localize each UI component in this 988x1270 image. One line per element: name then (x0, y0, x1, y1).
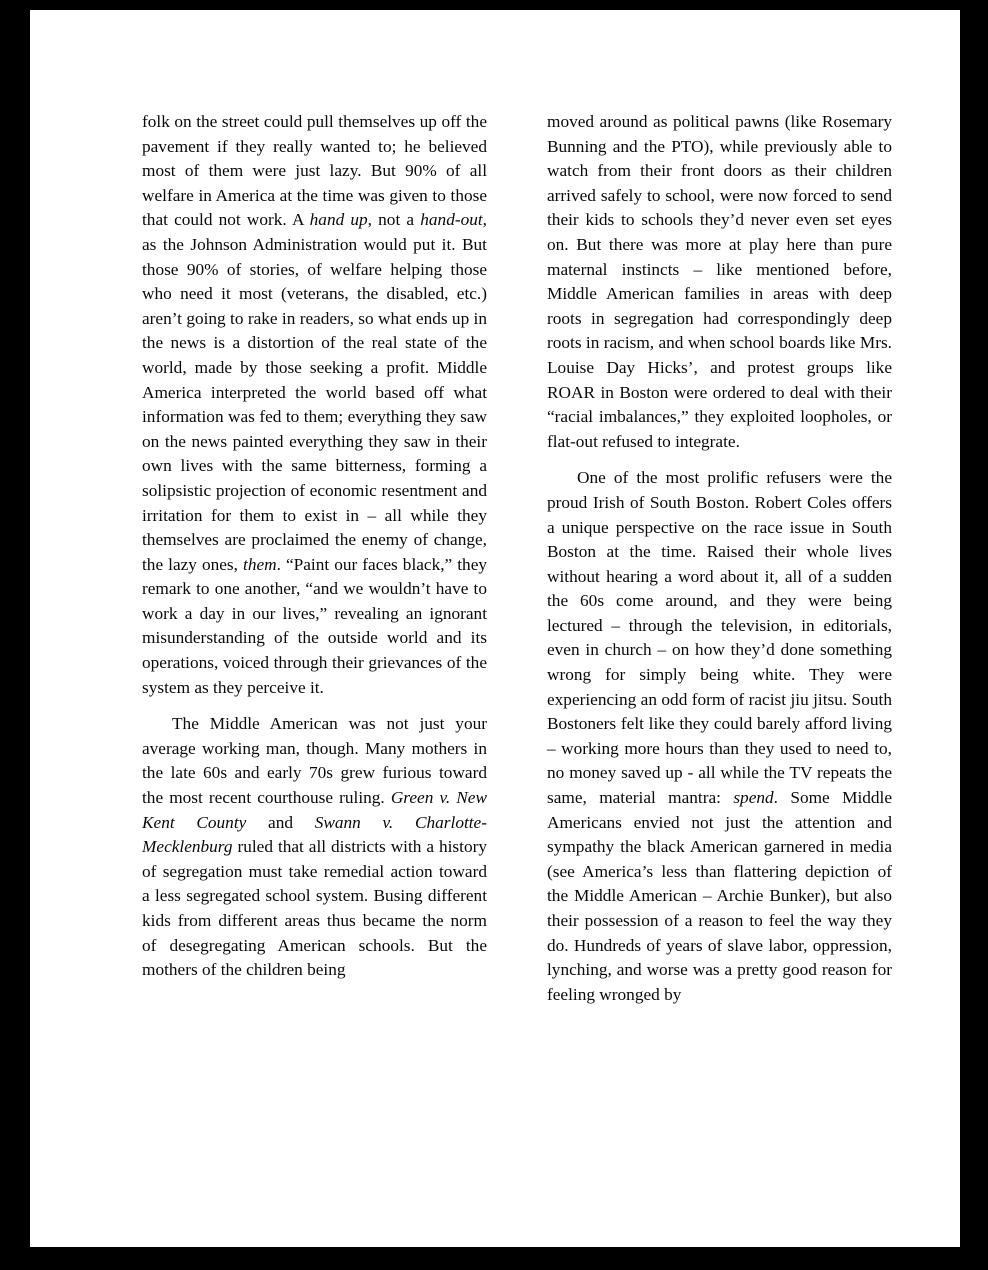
two-column-body (142, 110, 892, 1019)
italic-run: them (243, 554, 277, 574)
text-run: One of the most prolific refusers were the proud Irish of South Boston. Robert Coles offers a unique perspective on the race issue in South Boston at the time. Raised their whole lives without hearing a word about it, all of a sudden the 60s come around, and they were being lectured – through the television, in editorials, even in church – on how they’d done something wrong for simply being white. They were experiencing an odd form of racist jiu jitsu. South Bostoners felt like they could barely afford living – working more hours than they used to need to, no money saved up - all while the TV repeats the same, material mantra: (547, 468, 892, 808)
text-run: . “Paint our faces black,” they remark to one another, “and we wouldn’t have to work a day in our lives,” revealing an ignorant misunderstanding of the outside world and its operations, voiced through their grievances of the system as they perceive it. (142, 554, 488, 697)
text-run: , as the Johnson Administration would put it. But those 90% of stories, of welfare helping those who need it most (veterans, the disabled, etc.) aren’t going to rake in readers, so what ends up in the news is a distortion of the real state of the world, made by those seeking a profit. Middle America interpreted the world based off what information was fed to them; everything they saw on the news painted everything they saw in their own lives with the same bitterness, forming a solipsistic projection of economic resentment and irritation for them to exist in – all while they themselves are proclaimed the enemy of change, the lazy ones, (142, 210, 487, 574)
text-run: The Middle American was not just your average working man, though. Many mothers in the late 60s and early 70s grew furious toward the most recent courthouse ruling. (142, 714, 487, 808)
text-run: , not a (367, 210, 421, 230)
paper-sheet (30, 10, 960, 1247)
italic-run: spend (733, 788, 774, 808)
italic-run: hand up (309, 210, 368, 230)
paragraph (547, 466, 892, 1007)
text-run: and (246, 812, 315, 832)
italic-run: Swann v. Charlotte-Mecklenburg (142, 812, 487, 857)
paragraph (547, 110, 892, 454)
paragraph (142, 712, 487, 983)
text-run: moved around as political pawns (like Rosemary Bunning and the PTO), while previously able to watch from their front doors as their children arrived safely to school, were now forced to send their kids to schools they’d never even set eyes on. But there was more at play here than pure maternal instincts – like mentioned before, Middle American families in areas with deep roots in segregation had correspondingly deep roots in racism, and when school boards like Mrs. Louise Day Hicks’, and protest groups like ROAR in Boston were ordered to deal with their “racial imbalances,” they exploited loopholes, or flat-out refused to integrate. (547, 112, 892, 451)
italic-run: Green v. New Kent County (142, 788, 487, 832)
left-column (142, 110, 487, 1019)
text-run: ruled that all districts with a history of segregation must take remedial action toward a less segregated school system. Busing different kids from different areas thus became the norm of desegregating American schools. But the mothers of the children being (142, 837, 487, 980)
text-run: folk on the street could pull themselves up off the pavement if they really wanted to; he believed most of them were just lazy. But 90% of all welfare in America at the time was given to those that could not work. A (142, 112, 487, 230)
italic-run: hand-out (420, 210, 483, 230)
right-column (547, 110, 892, 1019)
text-run: . Some Middle Americans envied not just the attention and sympathy the black American garnered in media (see America’s less than flattering depiction of the Middle American – Archie Bunker), but also their possession of a reason to feel the way they do. Hundreds of years of slave labor, oppression, lynching, and worse was a pretty good reason for feeling wronged by (547, 788, 892, 1004)
paragraph (142, 110, 487, 700)
